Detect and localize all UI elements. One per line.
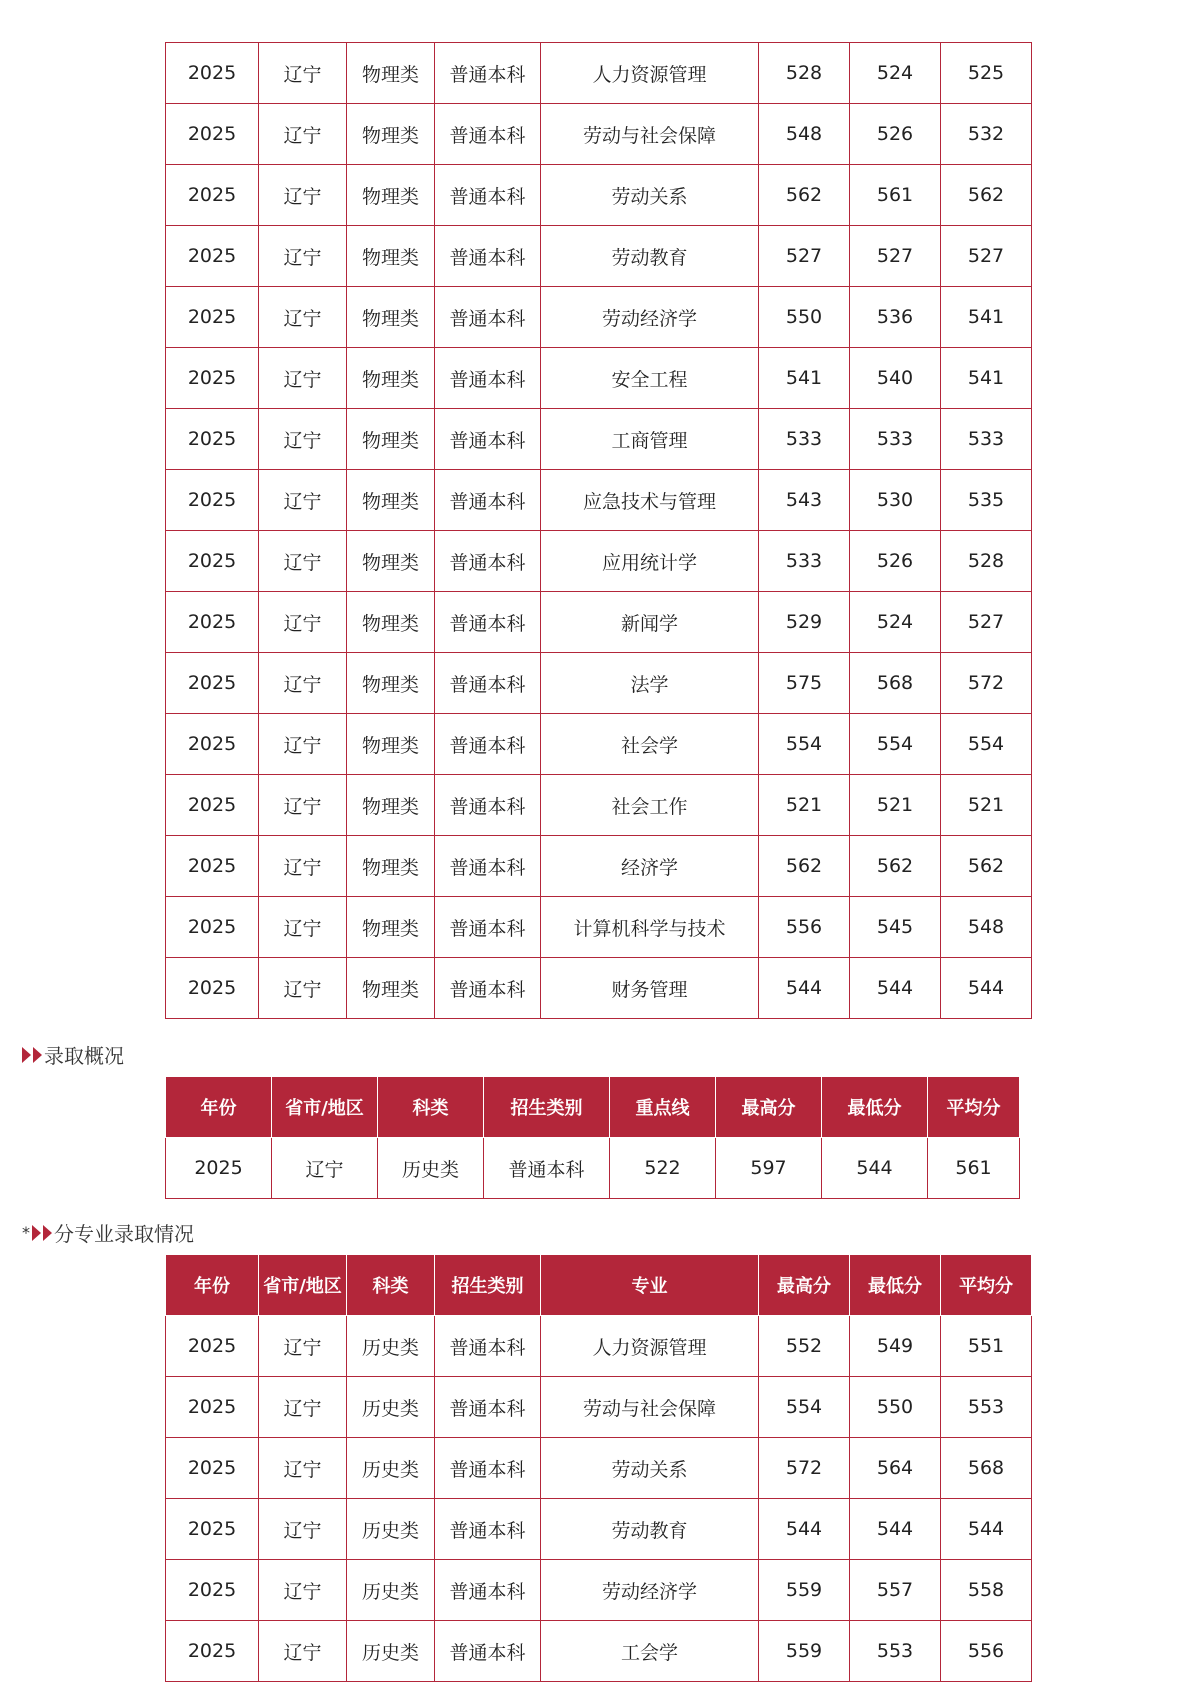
table-cell: 物理类 (347, 714, 435, 775)
table-cell: 普通本科 (435, 714, 541, 775)
table-cell: 522 (610, 1138, 716, 1199)
table-cell: 普通本科 (435, 226, 541, 287)
table-cell: 536 (850, 287, 941, 348)
column-header: 重点线 (610, 1077, 716, 1138)
table-cell: 人力资源管理 (541, 1316, 759, 1377)
table-cell: 物理类 (347, 470, 435, 531)
column-header: 招生类别 (435, 1255, 541, 1316)
table-cell: 辽宁 (259, 409, 347, 470)
table-row (166, 714, 1032, 775)
table-cell: 533 (759, 409, 850, 470)
table-cell: 528 (941, 531, 1032, 592)
table-cell: 553 (850, 1621, 941, 1682)
table-cell: 社会学 (541, 714, 759, 775)
table-cell: 544 (759, 958, 850, 1019)
table-cell: 辽宁 (259, 287, 347, 348)
table-cell: 556 (941, 1621, 1032, 1682)
table-cell: 540 (850, 348, 941, 409)
table-cell: 2025 (166, 409, 259, 470)
table-cell: 559 (759, 1560, 850, 1621)
table-cell: 物理类 (347, 653, 435, 714)
table-cell: 549 (850, 1316, 941, 1377)
table-cell: 辽宁 (259, 165, 347, 226)
column-header: 省市/地区 (272, 1077, 378, 1138)
table-row (166, 1316, 1032, 1377)
table-cell: 普通本科 (435, 592, 541, 653)
table-cell: 561 (928, 1138, 1020, 1199)
table-cell: 应用统计学 (541, 531, 759, 592)
table-cell: 544 (941, 958, 1032, 1019)
table-header-row (166, 1077, 1020, 1138)
table-cell: 劳动关系 (541, 1438, 759, 1499)
table-row (166, 43, 1032, 104)
table-cell: 辽宁 (259, 104, 347, 165)
table-cell: 2025 (166, 104, 259, 165)
table-row (166, 592, 1032, 653)
table-cell: 2025 (166, 897, 259, 958)
table-cell: 2025 (166, 1499, 259, 1560)
table-cell: 2025 (166, 1560, 259, 1621)
table-cell: 物理类 (347, 226, 435, 287)
table-cell: 劳动教育 (541, 1499, 759, 1560)
section-title: 录取概况 (44, 1044, 124, 1068)
table-cell: 559 (759, 1621, 850, 1682)
section-title: 分专业录取情况 (54, 1222, 194, 1246)
table-cell: 541 (759, 348, 850, 409)
table-cell: 554 (759, 1377, 850, 1438)
table-cell: 辽宁 (259, 1377, 347, 1438)
table-cell: 辽宁 (259, 592, 347, 653)
column-header: 平均分 (928, 1077, 1020, 1138)
table-row (166, 1438, 1032, 1499)
table-row (166, 104, 1032, 165)
table-row (166, 1560, 1032, 1621)
table-cell: 521 (759, 775, 850, 836)
table-cell: 535 (941, 470, 1032, 531)
table-cell: 工商管理 (541, 409, 759, 470)
table-row (166, 165, 1032, 226)
table-cell: 524 (850, 592, 941, 653)
table-cell: 辽宁 (259, 958, 347, 1019)
table-cell: 544 (822, 1138, 928, 1199)
column-header: 年份 (166, 1255, 259, 1316)
table-cell: 历史类 (347, 1377, 435, 1438)
table-row (166, 958, 1032, 1019)
admission-overview-table (165, 1076, 1020, 1199)
table-cell: 辽宁 (272, 1138, 378, 1199)
table-cell: 普通本科 (435, 1377, 541, 1438)
table-cell: 历史类 (347, 1560, 435, 1621)
column-header: 科类 (347, 1255, 435, 1316)
table-cell: 551 (941, 1316, 1032, 1377)
table-cell: 普通本科 (435, 104, 541, 165)
table-cell: 2025 (166, 470, 259, 531)
table-cell: 普通本科 (435, 958, 541, 1019)
table-cell: 物理类 (347, 43, 435, 104)
table-cell: 575 (759, 653, 850, 714)
table-cell: 528 (759, 43, 850, 104)
table-cell: 安全工程 (541, 348, 759, 409)
table-cell: 历史类 (347, 1621, 435, 1682)
table-row (166, 409, 1032, 470)
table-cell: 辽宁 (259, 226, 347, 287)
table-cell: 544 (759, 1499, 850, 1560)
table-cell: 辽宁 (259, 836, 347, 897)
table-cell: 568 (850, 653, 941, 714)
table-cell: 533 (759, 531, 850, 592)
table-cell: 562 (759, 165, 850, 226)
table-row (166, 1499, 1032, 1560)
table-row (166, 775, 1032, 836)
table-header-row (166, 1255, 1032, 1316)
table-cell: 572 (759, 1438, 850, 1499)
table-cell: 历史类 (347, 1316, 435, 1377)
table-row (166, 348, 1032, 409)
table-cell: 541 (941, 287, 1032, 348)
table-row (166, 470, 1032, 531)
table-cell: 劳动经济学 (541, 1560, 759, 1621)
table-cell: 2025 (166, 531, 259, 592)
table-cell: 普通本科 (435, 1560, 541, 1621)
triangle-right-icon (43, 1225, 52, 1241)
table-row (166, 287, 1032, 348)
table-row (166, 1621, 1032, 1682)
table-cell: 2025 (166, 165, 259, 226)
table-body (166, 1138, 1020, 1199)
table-cell: 辽宁 (259, 1621, 347, 1682)
table-cell: 527 (850, 226, 941, 287)
table-cell: 普通本科 (435, 470, 541, 531)
table-cell: 530 (850, 470, 941, 531)
table-cell: 544 (941, 1499, 1032, 1560)
table-cell: 562 (850, 836, 941, 897)
table-row (166, 1138, 1020, 1199)
table-cell: 554 (941, 714, 1032, 775)
table-cell: 2025 (166, 836, 259, 897)
table-cell: 2025 (166, 714, 259, 775)
column-header: 招生类别 (484, 1077, 610, 1138)
column-header: 平均分 (941, 1255, 1032, 1316)
table-cell: 550 (850, 1377, 941, 1438)
table-cell: 562 (941, 836, 1032, 897)
table-cell: 物理类 (347, 348, 435, 409)
table-cell: 556 (759, 897, 850, 958)
table-cell: 普通本科 (435, 287, 541, 348)
triangle-right-icon (33, 1047, 42, 1063)
table-cell: 劳动经济学 (541, 287, 759, 348)
table-cell: 劳动关系 (541, 165, 759, 226)
table-cell: 2025 (166, 1138, 272, 1199)
table-cell: 2025 (166, 1438, 259, 1499)
table-cell: 辽宁 (259, 1499, 347, 1560)
table-cell: 554 (759, 714, 850, 775)
table-cell: 物理类 (347, 958, 435, 1019)
table-cell: 597 (716, 1138, 822, 1199)
table-cell: 普通本科 (435, 531, 541, 592)
table-cell: 劳动与社会保障 (541, 104, 759, 165)
table-cell: 普通本科 (435, 409, 541, 470)
table-cell: 2025 (166, 43, 259, 104)
table-cell: 普通本科 (435, 1499, 541, 1560)
table-cell: 物理类 (347, 592, 435, 653)
table-cell: 562 (941, 165, 1032, 226)
table-cell: 历史类 (378, 1138, 484, 1199)
table-cell: 辽宁 (259, 1560, 347, 1621)
table-cell: 经济学 (541, 836, 759, 897)
table-cell: 物理类 (347, 104, 435, 165)
table-cell: 543 (759, 470, 850, 531)
table-cell: 2025 (166, 653, 259, 714)
table-cell: 525 (941, 43, 1032, 104)
table-cell: 548 (759, 104, 850, 165)
section-heading-by-major (22, 1218, 194, 1247)
table-cell: 544 (850, 958, 941, 1019)
table-cell: 物理类 (347, 287, 435, 348)
table-cell: 532 (941, 104, 1032, 165)
table-cell: 544 (850, 1499, 941, 1560)
column-header: 省市/地区 (259, 1255, 347, 1316)
triangle-right-icon (22, 1047, 31, 1063)
table-cell: 548 (941, 897, 1032, 958)
table-cell: 2025 (166, 1377, 259, 1438)
table-cell: 527 (941, 592, 1032, 653)
column-header: 最低分 (850, 1255, 941, 1316)
table-cell: 辽宁 (259, 1316, 347, 1377)
table-cell: 物理类 (347, 836, 435, 897)
table-cell: 物理类 (347, 409, 435, 470)
table-cell: 社会工作 (541, 775, 759, 836)
table-cell: 历史类 (347, 1438, 435, 1499)
table-cell: 2025 (166, 592, 259, 653)
table-row (166, 897, 1032, 958)
column-header: 最低分 (822, 1077, 928, 1138)
table-body (166, 43, 1032, 1019)
table-row (166, 836, 1032, 897)
table-cell: 法学 (541, 653, 759, 714)
table-cell: 527 (941, 226, 1032, 287)
table-cell: 552 (759, 1316, 850, 1377)
column-header: 年份 (166, 1077, 272, 1138)
table-cell: 辽宁 (259, 531, 347, 592)
section-heading-overview (22, 1040, 124, 1069)
table-cell: 劳动教育 (541, 226, 759, 287)
table-cell: 辽宁 (259, 653, 347, 714)
table-cell: 568 (941, 1438, 1032, 1499)
table-cell: 普通本科 (484, 1138, 610, 1199)
table-row (166, 1377, 1032, 1438)
table-cell: 人力资源管理 (541, 43, 759, 104)
table-cell: 529 (759, 592, 850, 653)
table-cell: 572 (941, 653, 1032, 714)
table-body (166, 1316, 1032, 1682)
table-cell: 554 (850, 714, 941, 775)
table-cell: 527 (759, 226, 850, 287)
table-cell: 普通本科 (435, 653, 541, 714)
table-cell: 普通本科 (435, 775, 541, 836)
table-cell: 2025 (166, 226, 259, 287)
table-cell: 550 (759, 287, 850, 348)
table-row (166, 226, 1032, 287)
table-cell: 辽宁 (259, 714, 347, 775)
table-cell: 普通本科 (435, 836, 541, 897)
table-cell: 历史类 (347, 1499, 435, 1560)
table-cell: 普通本科 (435, 897, 541, 958)
table-cell: 工会学 (541, 1621, 759, 1682)
table-cell: 劳动与社会保障 (541, 1377, 759, 1438)
table-cell: 533 (941, 409, 1032, 470)
table-cell: 物理类 (347, 165, 435, 226)
column-header: 科类 (378, 1077, 484, 1138)
table-cell: 541 (941, 348, 1032, 409)
column-header: 专业 (541, 1255, 759, 1316)
table-cell: 普通本科 (435, 1438, 541, 1499)
table-cell: 普通本科 (435, 43, 541, 104)
table-cell: 526 (850, 531, 941, 592)
major-admission-table-physics (165, 42, 1032, 1019)
table-cell: 545 (850, 897, 941, 958)
table-cell: 526 (850, 104, 941, 165)
table-cell: 财务管理 (541, 958, 759, 1019)
column-header: 最高分 (716, 1077, 822, 1138)
table-cell: 521 (941, 775, 1032, 836)
table-cell: 564 (850, 1438, 941, 1499)
table-cell: 辽宁 (259, 1438, 347, 1499)
triangle-right-icon (32, 1225, 41, 1241)
table-cell: 物理类 (347, 897, 435, 958)
table-cell: 辽宁 (259, 470, 347, 531)
table-cell: 521 (850, 775, 941, 836)
table-cell: 524 (850, 43, 941, 104)
table-row (166, 653, 1032, 714)
table-cell: 533 (850, 409, 941, 470)
table-cell: 辽宁 (259, 775, 347, 836)
table-cell: 物理类 (347, 775, 435, 836)
table-cell: 普通本科 (435, 1621, 541, 1682)
major-admission-table-history (165, 1254, 1032, 1682)
table-cell: 应急技术与管理 (541, 470, 759, 531)
asterisk-marker: * (22, 1223, 30, 1242)
table-cell: 2025 (166, 287, 259, 348)
table-cell: 557 (850, 1560, 941, 1621)
table-cell: 558 (941, 1560, 1032, 1621)
column-header: 最高分 (759, 1255, 850, 1316)
table-cell: 2025 (166, 1316, 259, 1377)
table-cell: 普通本科 (435, 1316, 541, 1377)
table-cell: 2025 (166, 1621, 259, 1682)
table-cell: 辽宁 (259, 897, 347, 958)
table-cell: 普通本科 (435, 348, 541, 409)
table-cell: 辽宁 (259, 348, 347, 409)
table-cell: 2025 (166, 958, 259, 1019)
table-cell: 普通本科 (435, 165, 541, 226)
table-row (166, 531, 1032, 592)
table-cell: 553 (941, 1377, 1032, 1438)
table-cell: 561 (850, 165, 941, 226)
table-cell: 2025 (166, 775, 259, 836)
table-cell: 计算机科学与技术 (541, 897, 759, 958)
table-cell: 2025 (166, 348, 259, 409)
table-cell: 562 (759, 836, 850, 897)
table-cell: 物理类 (347, 531, 435, 592)
table-cell: 辽宁 (259, 43, 347, 104)
table-cell: 新闻学 (541, 592, 759, 653)
